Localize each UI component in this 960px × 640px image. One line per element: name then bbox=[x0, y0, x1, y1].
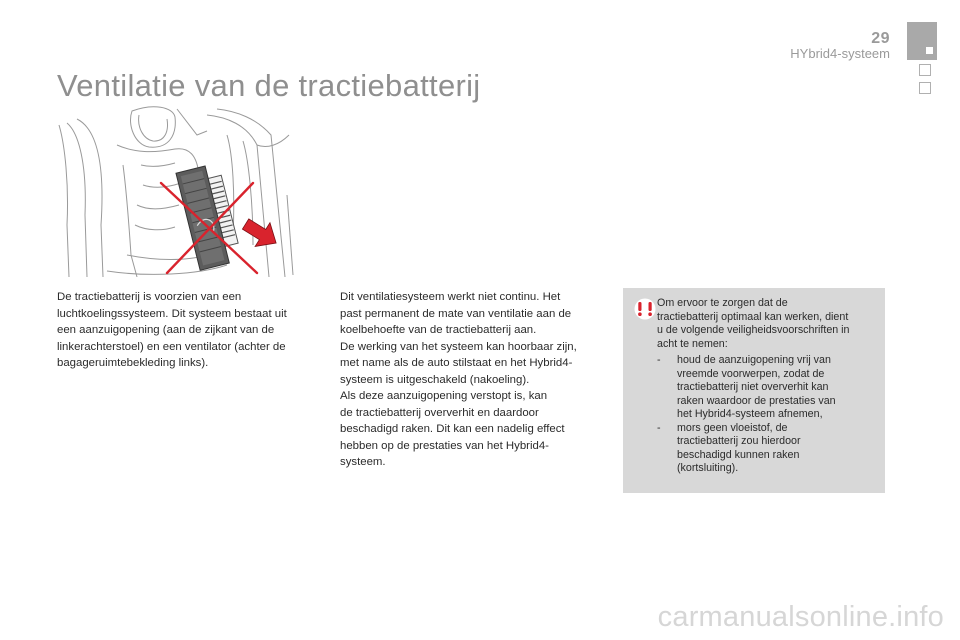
warning-list-item bbox=[657, 422, 879, 476]
chapter-tab[interactable] bbox=[919, 82, 931, 94]
operation-paragraph: Dit ventilatiesysteem werkt niet continu. Het past permanent de mate van ventilatie aan de koelbehoefte van de tractiebatterij aan. De werking van het systeem kan hoorbaar zijn, met name als de auto stilstaat en het Hybrid4- systeem is uitgeschakeld (nakoeling). Als deze aanzuigopening verstopt is, kan de tractiebatterij oververhit en daardoor beschadigd raken. Dit kan een nadelig effect hebben op de prestaties van het Hybrid4- systeem. bbox=[340, 291, 577, 468]
warning-intro: Om ervoor te zorgen dat de tractiebatterij optimaal kan werken, dient u de volgende veiligheidsvoorschriften in acht te nemen: bbox=[657, 297, 850, 350]
intro-paragraph: De tractiebatterij is voorzien van een luchtkoelingssysteem. Dit systeem bestaat uit een aanzuigopening (aan de zijkant van de linkerachterstoel) en een ventilator (achter de bagageruimtebekleding links). bbox=[57, 291, 287, 369]
page-title: Ventilatie van de tractiebatterij bbox=[57, 68, 481, 103]
warning-box bbox=[623, 288, 885, 493]
warning-exclamation-icon bbox=[634, 298, 656, 320]
chapter-tab[interactable] bbox=[919, 64, 931, 76]
warning-list-item-text: mors geen vloeistof, de tractiebatterij zou hierdoor beschadigd kunnen raken (kortsluiting). bbox=[677, 421, 801, 474]
chapter-tab-active[interactable] bbox=[907, 22, 937, 60]
section-title: HYbrid4-systeem bbox=[790, 46, 890, 61]
list-bullet: - bbox=[657, 354, 661, 366]
list-bullet: - bbox=[657, 421, 661, 434]
page-number: 29 bbox=[871, 30, 890, 47]
warning-list bbox=[657, 354, 879, 476]
rear-seat-battery-vent-diagram bbox=[57, 105, 297, 277]
warning-list-item bbox=[657, 354, 879, 422]
chapter-tab-marker bbox=[926, 47, 933, 54]
warning-list-item-text: houd de aanzuigopening vrij van vreemde voorwerpen, zodat de tractiebatterij niet oververhit kan raken waardoor de prestaties van het Hybrid4-systeem afnemen, bbox=[677, 354, 836, 420]
site-watermark: carmanualsonline.info bbox=[657, 601, 944, 633]
